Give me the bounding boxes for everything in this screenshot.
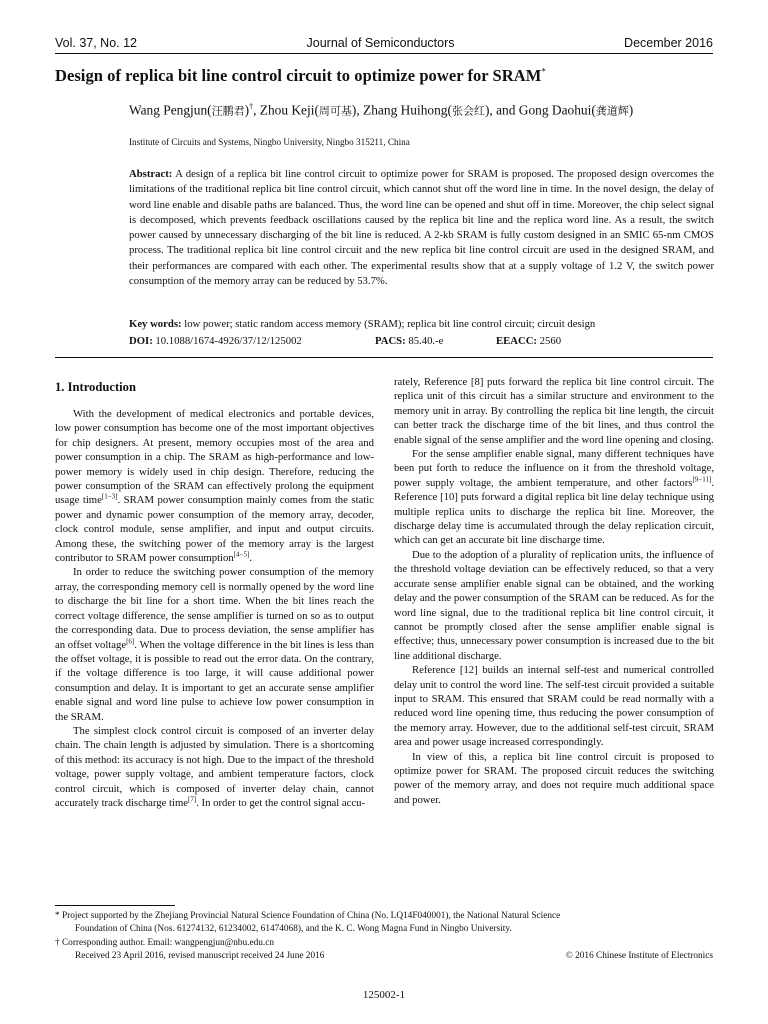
keywords-label: Key words: [129, 318, 182, 330]
right-column [394, 375, 714, 807]
eeacc-label: EEACC: [496, 335, 537, 347]
pacs-value: 85.40.-e [405, 335, 444, 347]
footnotes [55, 910, 713, 963]
title-footnote-mark: * [541, 66, 546, 77]
identifier-row [129, 335, 714, 347]
eeacc-value: 2560 [536, 335, 562, 347]
running-header [55, 34, 713, 52]
pacs [375, 335, 443, 347]
eeacc [496, 335, 561, 347]
paragraph: With the development of medical electronics and portable devices, low power consumption has become one of the most important objectives for chip designers. At present, memory occupies most of the area and power consumption in a chip. The SRAM as high-performance and low-power memory is widely used in chip design. Therefore, reducing the power consumption of the SRAM can effectively prolong the equipment usage time[1−3]. SRAM power consumption mainly comes from the static power and dynamic power consumption of the memory array, decoder, clock control module, sense amplifier, and input and output circuits. Among these, the switching power of the memory array is the largest contributor to SRAM power consumption[4−5]. [55, 408, 374, 565]
pacs-label: PACS: [375, 335, 406, 347]
author-4-close: ) [628, 102, 634, 118]
paper-title [55, 66, 713, 86]
author-3-chinese: 张会红 [451, 105, 485, 118]
keywords [129, 318, 714, 330]
left-column [55, 407, 374, 810]
citation: [7] [188, 795, 197, 804]
paragraph: Reference [12] builds an internal self-test and numerical controlled delay unit to control the word line. The self-test circuit provided a suitable input to SRAM. This ensured that SRAM could be read normally with a reduced word line opening time, thus reducing the power consumption of the memory array. However, due to the additional self-test circuit, SRAM area and power usage increased correspondingly. [394, 664, 714, 749]
author-1: Wang Pengjun( [129, 102, 212, 118]
paragraph: The simplest clock control circuit is composed of an inverter delay chain. The chain length is adjusted by simulation. There is a shortcoming of this method: its accuracy is not high. Due to the impact of the threshold voltage, power supply voltage, and ambient temperature factors, clock control circuit, which is composed of inverter delay chain, cannot accurately track discharge time[7]. In order to get the control signal accu- [55, 724, 374, 809]
doi-value: 10.1088/1674-4926/37/12/125002 [152, 335, 302, 347]
citation: [9−11] [692, 475, 712, 484]
journal-name: Journal of Semiconductors [306, 36, 455, 50]
funding-footnote-cont: Foundation of China (Nos. 61274132, 61234002, 61474068), and the K. C. Wong Magna Fund in Ningbo University. [75, 924, 512, 935]
doi-label: DOI: [129, 335, 153, 347]
paragraph: rately, Reference [8] puts forward the replica bit line control circuit. The replica unit of this circuit has a similar structure and environment to the memory unit in array. By controlling the replica bit line length, the circuit can better track the discharge time of the bit lines, and thus control the enable signal of the sense amplifier and the word line opening and closing. [394, 376, 714, 446]
meta-rule [55, 357, 713, 358]
received-text: Received 23 April 2016, revised manuscript received 24 June 2016 [75, 950, 325, 961]
section-heading: 1. Introduction [55, 380, 136, 394]
header-rule [55, 53, 713, 54]
copyright: © 2016 Chinese Institute of Electronics [565, 950, 713, 961]
author-3: ), Zhang Huihong( [351, 102, 452, 118]
keywords-text: low power; static random access memory (SRAM); replica bit line control circuit; circuit design [181, 318, 596, 330]
author-list [129, 102, 633, 118]
paragraph: In view of this, a replica bit line control circuit is proposed to optimize power for SRAM. The proposed circuit reduces the switching power of the memory array, and does not require much additional space and power. [394, 750, 714, 806]
author-4-chinese: 龚道辉 [595, 105, 629, 118]
author-2-chinese: 周可基 [318, 105, 352, 118]
paragraph: For the sense amplifier enable signal, many different techniques have been put forth to reduce the influence on it from the threshold voltage, power supply voltage, the ambient temperature, and other factors[9−11]. Reference [10] puts forward a digital replica bit line delay technique using multiple replica units to discharge the replica bit line. Moreover, the discharge delay time is accumulated through the delay replication circuit, which can get an accurate bit line discharge time. [394, 448, 714, 547]
author-2: , Zhou Keji( [253, 102, 319, 118]
page-number: 125002-1 [362, 989, 406, 1001]
received-dates [55, 950, 713, 963]
title-text: Design of replica bit line control circuit to optimize power for SRAM [55, 66, 542, 85]
citation: [1−3] [101, 492, 118, 501]
paragraph: Due to the adoption of a plurality of replication units, the influence of the threshold voltage deviation can be effectively reduced, so that a very accurate sense amplifier enable signal can be obtained, and the working delay and the power consumption of the SRAM can be reduced. As for the word line signal, due to the traditional replica bit line control circuit, it cannot be promptly closed after the sense amplifier enable signal is effective; thus, unnecessary power consumption is increased due to the bit line additional discharge. [394, 548, 714, 662]
author-1-chinese: 汪鹏君 [211, 105, 245, 118]
abstract [129, 167, 714, 289]
doi [129, 335, 302, 347]
corresponding-author-mark: † [249, 102, 254, 111]
abstract-label: Abstract: [129, 168, 173, 180]
paragraph: In order to reduce the switching power consumption of the memory array, the corresponding memory cell is normally opened by the word line to discharge the bit line for a short time. When the bit lines reach the correct voltage difference, the sense amplifier is turned on so as to output the corresponding data. Due to process deviation, the sense amplifier has an offset voltage[6]. When the voltage difference in the bit lines is less than the offset voltage, it is possible to read out the error data. On the contrary, if the voltage difference is too large, it will cause additional power consumption and delay. It is important to get an accurate sense amplifier enable signal and word line pulse to achieve low power consumption in the SRAM. [55, 566, 374, 723]
abstract-text: A design of a replica bit line control circuit to optimize power for SRAM is proposed. The proposed design overcomes the limitations of the traditional replica bit line control circuit, which cannot shut off the word line in time. In the novel design, the delay of word line enable and disable paths are balanced. Thus, the word line can be opened and shut off in time. Moreover, the chip select signal is decomposed, which prevents feedback oscillations caused by the replica bit line and the replica word line. As a result, the switch power caused by unnecessary discharging of the bit line is reduced. A 2-kb SRAM is fully custom designed in an SMIC 65-nm CMOS process. The traditional replica bit line control circuit and the new replica bit line control circuit are used in the designed SRAM, and their performances are compared with each other. The experimental results show that at a supply voltage of 1.2 V, the switch power consumption of the memory array can be reduced by 53.7%. [129, 168, 714, 288]
journal-volume: Vol. 37, No. 12 [55, 36, 138, 50]
funding-footnote: * Project supported by the Zhejiang Provincial Natural Science Foundation of China (No. LQ14F040001), the National Natural Science [55, 911, 561, 921]
footnote-rule [55, 905, 175, 906]
citation: [4−5] [233, 550, 250, 559]
affiliation: Institute of Circuits and Systems, Ningbo University, Ningbo 315211, China [129, 137, 410, 147]
author-1-close: ) [244, 102, 250, 118]
corresponding-author-footnote: † Corresponding author. Email: wangpengjun@nbu.edu.cn [55, 937, 274, 948]
issue-date: December 2016 [624, 36, 713, 50]
citation: [6] [126, 636, 135, 645]
author-4: ), and Gong Daohui( [484, 102, 596, 118]
